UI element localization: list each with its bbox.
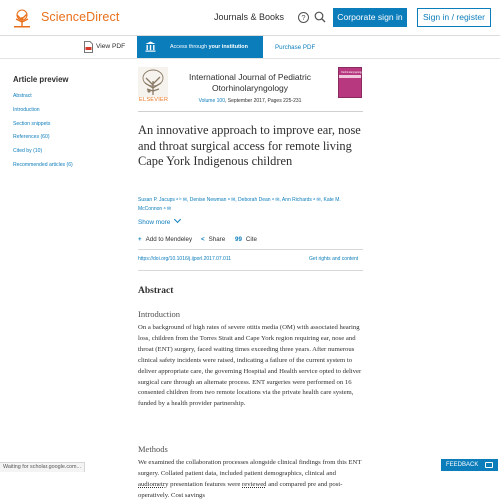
feedback-button[interactable]: FEEDBACK bbox=[441, 459, 498, 471]
browser-status-bar: Waiting for scholar.google.com... bbox=[0, 462, 85, 472]
outline-item-recommended[interactable]: Recommended articles (6) bbox=[13, 161, 73, 168]
top-navigation-bar bbox=[0, 0, 500, 36]
elsevier-wordmark: ELSEVIER bbox=[139, 97, 169, 103]
institution-icon bbox=[145, 41, 156, 52]
journal-issue-info: Volume 100, September 2017, Pages 225-231 bbox=[198, 98, 302, 104]
introduction-paragraph: On a background of high rates of severe otitis media (OM) with associated hearing loss, children from the Torres Strait and Cape York region requiring ear, nose and throat (ENT) surgery, faced waiting times exceeding three years. After numerous clinical safety incidents were raised, indicating a failure of the current system to deliver appropriate care, the governing Hospital and Health service opted to deliver surgical care through an alternate process. ENT surgeries were performed on 16 consented children from two remote locations via the private health care system, funded by a health provider partnership. bbox=[138, 324, 362, 408]
cover-band bbox=[339, 75, 361, 78]
plus-icon: + bbox=[138, 236, 142, 243]
outline-item-cited-by[interactable]: Cited by (10) bbox=[13, 148, 43, 155]
divider bbox=[138, 249, 363, 250]
quote-icon: 99 bbox=[235, 236, 242, 243]
article-toolbar bbox=[0, 36, 500, 59]
journals-books-link[interactable]: Journals & Books bbox=[214, 12, 285, 22]
journal-title[interactable]: International Journal of Pediatric Otorhinolaryngology bbox=[189, 72, 311, 93]
elsevier-tree-logo-icon[interactable] bbox=[10, 8, 34, 28]
help-icon[interactable]: ? bbox=[298, 12, 309, 23]
divider bbox=[138, 111, 363, 112]
volume-link[interactable]: Volume 100 bbox=[198, 98, 225, 104]
doi-link[interactable]: https://doi.org/10.1016/j.ijporl.2017.07.011 bbox=[138, 256, 232, 262]
purchase-pdf-link[interactable]: Purchase PDF bbox=[275, 44, 316, 51]
chevron-down-icon bbox=[174, 216, 181, 223]
audiometry-term-link[interactable]: audiometry bbox=[138, 480, 169, 488]
article-outline bbox=[13, 93, 73, 176]
share-button[interactable]: < Share bbox=[201, 236, 226, 243]
cite-button[interactable]: 99 Cite bbox=[235, 236, 257, 243]
sign-in-register-button[interactable]: Sign in / register bbox=[417, 8, 491, 27]
elsevier-logo-icon[interactable] bbox=[138, 67, 168, 105]
cover-text: Otorhinolaryngology bbox=[341, 71, 363, 74]
divider bbox=[138, 270, 363, 271]
introduction-heading: Introduction bbox=[138, 309, 181, 319]
add-to-mendeley-button[interactable]: + Add to Mendeley bbox=[138, 236, 193, 243]
view-pdf-link[interactable]: View PDF bbox=[96, 43, 126, 50]
methods-heading: Methods bbox=[138, 444, 168, 454]
abstract-heading: Abstract bbox=[138, 286, 174, 296]
reviewed-term-link[interactable]: reviewed bbox=[242, 480, 267, 488]
chat-bubble-icon bbox=[485, 462, 493, 468]
show-more-button[interactable]: Show more bbox=[138, 219, 180, 226]
access-institution-button[interactable] bbox=[137, 36, 263, 58]
journal-cover-thumbnail[interactable] bbox=[338, 67, 362, 98]
methods-paragraph: We examined the collaboration processes alongside clinical findings from this ENT surgery. Collated patient data, included patient demographics, clinical and audiometry presentation features were reviewed and compared pre and post-operatively. Cost savings bbox=[138, 459, 362, 499]
access-text: Access through your institution bbox=[170, 44, 248, 50]
share-icon: < bbox=[201, 236, 205, 243]
pdf-file-icon[interactable] bbox=[84, 41, 93, 53]
article-title: An innovative approach to improve ear, nose and throat surgical access for remote living Cape York Indigenous children bbox=[138, 123, 361, 169]
outline-item-section-snippets[interactable]: Section snippets bbox=[13, 120, 51, 127]
corporate-sign-in-button[interactable]: Corporate sign in bbox=[333, 8, 407, 27]
search-icon[interactable] bbox=[314, 11, 326, 23]
author-list[interactable]: Susan P. Jacups ᵃ ᵇ ✉, Denise Newman ᵃ ✉, Deborah Dean ᵃ ✉, Ann Richards ᵃ ✉, Kate M. McConnon ᵃ ✉ bbox=[138, 197, 341, 212]
outline-item-abstract[interactable]: Abstract bbox=[13, 93, 32, 99]
outline-title: Article preview bbox=[13, 75, 69, 84]
outline-item-introduction[interactable]: Introduction bbox=[13, 106, 40, 113]
outline-item-references[interactable]: References (60) bbox=[13, 134, 50, 141]
rights-link[interactable]: Get rights and content bbox=[309, 256, 359, 262]
brand-name[interactable]: ScienceDirect bbox=[41, 10, 120, 24]
